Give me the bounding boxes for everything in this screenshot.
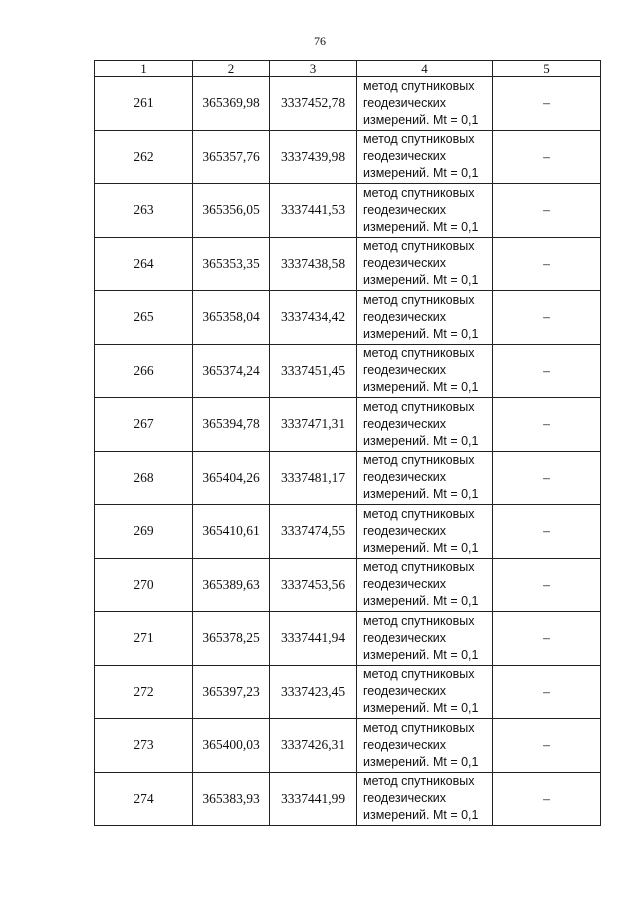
point-number-cell: 267 — [95, 398, 193, 452]
y-coordinate-cell: 3337438,58 — [270, 237, 357, 291]
method-line-2: геодезических — [363, 791, 447, 806]
column-header-1: 1 — [95, 61, 193, 77]
method-cell — [357, 344, 493, 398]
method-line-3: измерений. Mt = 0,1 — [363, 166, 479, 181]
point-number-cell: 269 — [95, 505, 193, 559]
remarks-cell: – — [493, 184, 601, 238]
x-coordinate-cell: 365356,05 — [193, 184, 270, 238]
point-number-cell: 271 — [95, 612, 193, 666]
method-line-1: метод спутниковых — [363, 453, 475, 468]
remarks-cell: – — [493, 77, 601, 131]
table-row — [95, 719, 601, 773]
y-coordinate-cell: 3337452,78 — [270, 77, 357, 131]
page-number: 76 — [314, 34, 326, 48]
method-cell — [357, 398, 493, 452]
point-number-cell: 273 — [95, 719, 193, 773]
point-number-cell: 266 — [95, 344, 193, 398]
method-line-1: метод спутниковых — [363, 185, 475, 200]
remarks-cell: – — [493, 612, 601, 666]
method-cell — [357, 558, 493, 612]
column-header-3: 3 — [270, 61, 357, 77]
x-coordinate-cell: 365358,04 — [193, 291, 270, 345]
y-coordinate-cell: 3337434,42 — [270, 291, 357, 345]
remarks-cell: – — [493, 772, 601, 826]
table-row — [95, 451, 601, 505]
method-line-1: метод спутниковых — [363, 399, 475, 414]
method-line-3: измерений. Mt = 0,1 — [363, 433, 479, 448]
method-line-2: геодезических — [363, 470, 447, 485]
method-line-3: измерений. Mt = 0,1 — [363, 647, 479, 662]
x-coordinate-cell: 365378,25 — [193, 612, 270, 666]
x-coordinate-cell: 365410,61 — [193, 505, 270, 559]
method-line-1: метод спутниковых — [363, 239, 475, 254]
point-number-cell: 262 — [95, 130, 193, 184]
table-row — [95, 130, 601, 184]
method-line-3: измерений. Mt = 0,1 — [363, 112, 479, 127]
method-line-2: геодезических — [363, 737, 447, 752]
method-cell — [357, 237, 493, 291]
method-line-3: измерений. Mt = 0,1 — [363, 273, 479, 288]
method-line-1: метод спутниковых — [363, 667, 475, 682]
table-body — [95, 61, 601, 826]
remarks-cell: – — [493, 451, 601, 505]
remarks-cell: – — [493, 291, 601, 345]
coordinates-table — [94, 60, 601, 826]
method-line-3: измерений. Mt = 0,1 — [363, 701, 479, 716]
table-row — [95, 77, 601, 131]
remarks-cell: – — [493, 665, 601, 719]
method-cell — [357, 665, 493, 719]
method-line-3: измерений. Mt = 0,1 — [363, 219, 479, 234]
x-coordinate-cell: 365353,35 — [193, 237, 270, 291]
method-cell — [357, 451, 493, 505]
table-row — [95, 612, 601, 666]
method-line-3: измерений. Mt = 0,1 — [363, 808, 479, 823]
x-coordinate-cell: 365389,63 — [193, 558, 270, 612]
table-row — [95, 344, 601, 398]
table-row — [95, 237, 601, 291]
method-line-3: измерений. Mt = 0,1 — [363, 540, 479, 555]
method-cell — [357, 612, 493, 666]
remarks-cell: – — [493, 130, 601, 184]
method-line-2: геодезических — [363, 363, 447, 378]
table-row — [95, 665, 601, 719]
method-line-1: метод спутниковых — [363, 560, 475, 575]
point-number-cell: 270 — [95, 558, 193, 612]
remarks-cell: – — [493, 719, 601, 773]
column-header-2: 2 — [193, 61, 270, 77]
method-line-2: геодезических — [363, 684, 447, 699]
x-coordinate-cell: 365404,26 — [193, 451, 270, 505]
point-number-cell: 274 — [95, 772, 193, 826]
method-line-1: метод спутниковых — [363, 613, 475, 628]
y-coordinate-cell: 3337474,55 — [270, 505, 357, 559]
y-coordinate-cell: 3337441,53 — [270, 184, 357, 238]
point-number-cell: 272 — [95, 665, 193, 719]
method-line-2: геодезических — [363, 577, 447, 592]
method-line-2: геодезических — [363, 630, 447, 645]
table-row — [95, 772, 601, 826]
y-coordinate-cell: 3337471,31 — [270, 398, 357, 452]
method-cell — [357, 291, 493, 345]
method-line-1: метод спутниковых — [363, 774, 475, 789]
y-coordinate-cell: 3337441,99 — [270, 772, 357, 826]
method-line-3: измерений. Mt = 0,1 — [363, 326, 479, 341]
table-row — [95, 291, 601, 345]
y-coordinate-cell: 3337481,17 — [270, 451, 357, 505]
y-coordinate-cell: 3337439,98 — [270, 130, 357, 184]
table-row — [95, 184, 601, 238]
method-cell — [357, 184, 493, 238]
method-line-2: геодезических — [363, 95, 447, 110]
y-coordinate-cell: 3337451,45 — [270, 344, 357, 398]
method-cell — [357, 505, 493, 559]
method-line-1: метод спутниковых — [363, 506, 475, 521]
method-line-2: геодезических — [363, 149, 447, 164]
table-row — [95, 505, 601, 559]
table-header-row — [95, 61, 601, 77]
method-line-2: геодезических — [363, 523, 447, 538]
x-coordinate-cell: 365383,93 — [193, 772, 270, 826]
remarks-cell: – — [493, 398, 601, 452]
remarks-cell: – — [493, 237, 601, 291]
column-header-5: 5 — [493, 61, 601, 77]
point-number-cell: 264 — [95, 237, 193, 291]
remarks-cell: – — [493, 344, 601, 398]
column-header-4: 4 — [357, 61, 493, 77]
y-coordinate-cell: 3337423,45 — [270, 665, 357, 719]
point-number-cell: 261 — [95, 77, 193, 131]
remarks-cell: – — [493, 505, 601, 559]
table-row — [95, 398, 601, 452]
method-cell — [357, 719, 493, 773]
method-line-1: метод спутниковых — [363, 292, 475, 307]
x-coordinate-cell: 365369,98 — [193, 77, 270, 131]
remarks-cell: – — [493, 558, 601, 612]
method-line-3: измерений. Mt = 0,1 — [363, 754, 479, 769]
point-number-cell: 265 — [95, 291, 193, 345]
table-row — [95, 558, 601, 612]
method-line-2: геодезических — [363, 309, 447, 324]
method-cell — [357, 77, 493, 131]
method-line-2: геодезических — [363, 202, 447, 217]
method-cell — [357, 130, 493, 184]
method-line-3: измерений. Mt = 0,1 — [363, 380, 479, 395]
method-line-3: измерений. Mt = 0,1 — [363, 487, 479, 502]
y-coordinate-cell: 3337453,56 — [270, 558, 357, 612]
point-number-cell: 268 — [95, 451, 193, 505]
method-line-1: метод спутниковых — [363, 78, 475, 93]
method-cell — [357, 772, 493, 826]
method-line-1: метод спутниковых — [363, 720, 475, 735]
point-number-cell: 263 — [95, 184, 193, 238]
x-coordinate-cell: 365374,24 — [193, 344, 270, 398]
method-line-1: метод спутниковых — [363, 132, 475, 147]
x-coordinate-cell: 365394,78 — [193, 398, 270, 452]
method-line-2: геодезических — [363, 416, 447, 431]
x-coordinate-cell: 365357,76 — [193, 130, 270, 184]
method-line-3: измерений. Mt = 0,1 — [363, 594, 479, 609]
y-coordinate-cell: 3337426,31 — [270, 719, 357, 773]
x-coordinate-cell: 365400,03 — [193, 719, 270, 773]
x-coordinate-cell: 365397,23 — [193, 665, 270, 719]
y-coordinate-cell: 3337441,94 — [270, 612, 357, 666]
method-line-2: геодезических — [363, 256, 447, 271]
method-line-1: метод спутниковых — [363, 346, 475, 361]
